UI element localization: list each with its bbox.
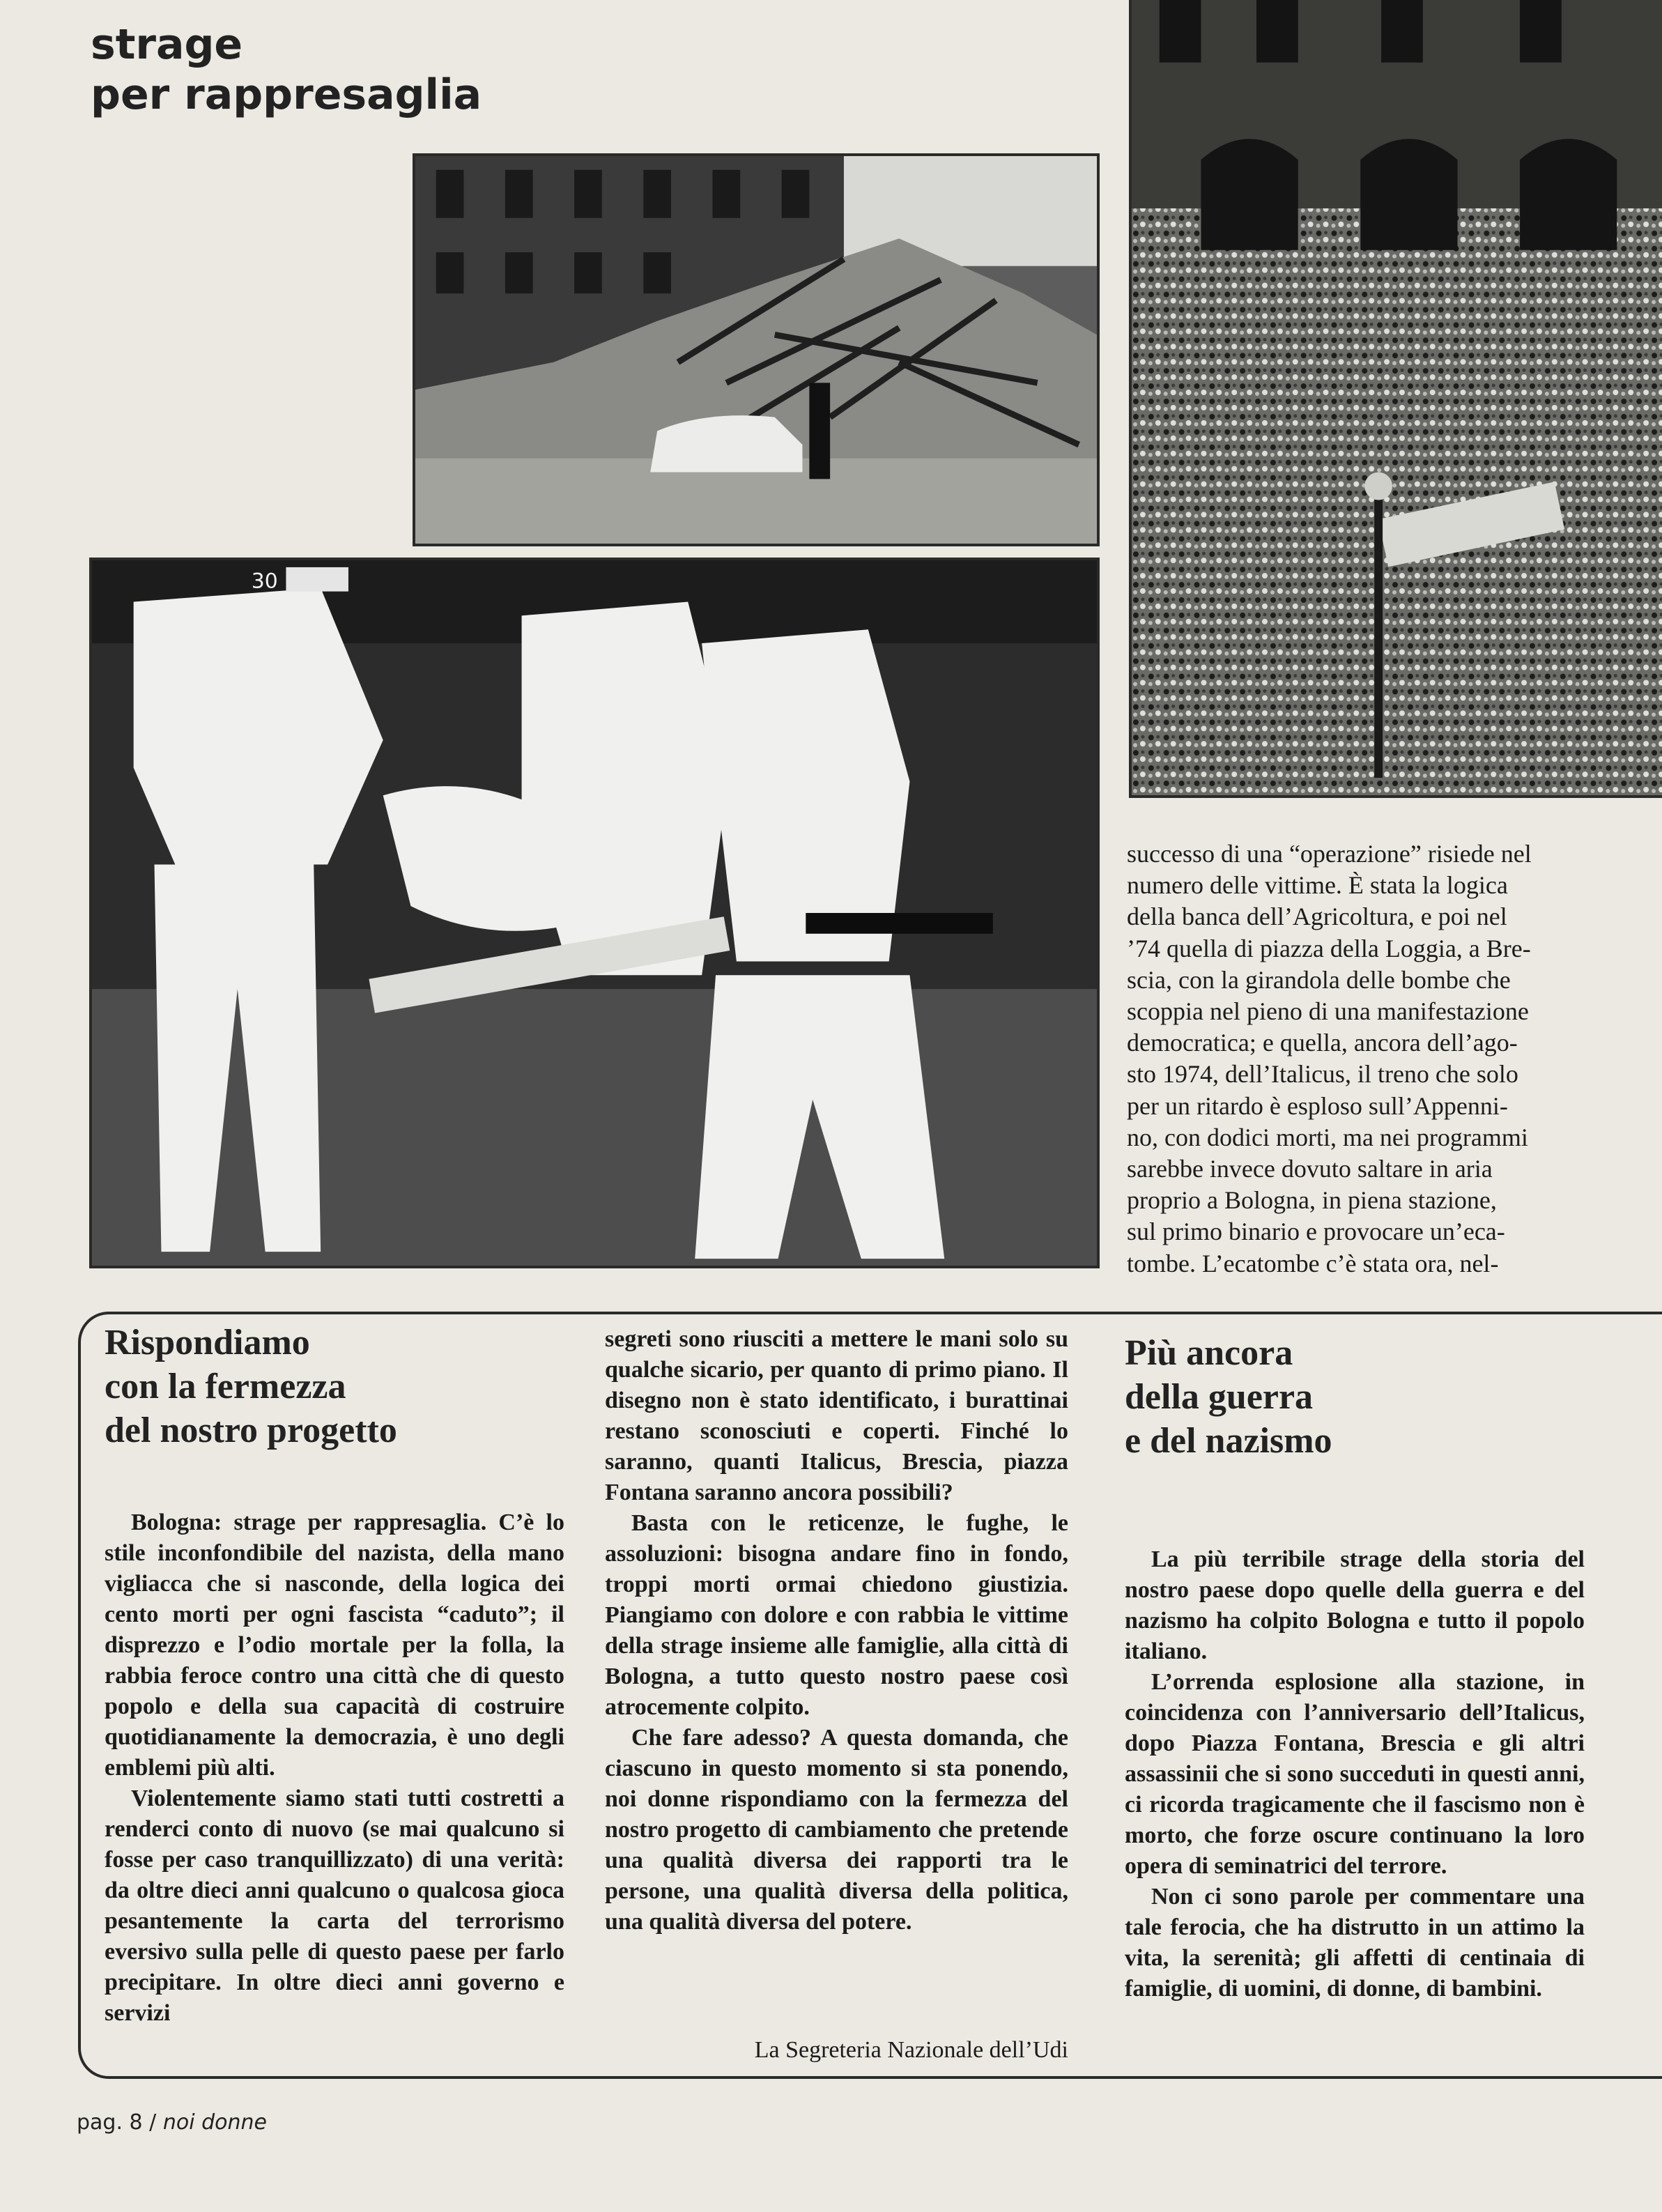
udi-title-line: con la fermezza bbox=[105, 1367, 346, 1406]
udi-signature: La Segreteria Nazionale dell’Udi bbox=[754, 2037, 1068, 2063]
right-paragraph: Non ci sono parole per commentare una tale ferocia, che ha distrutto in un attimo la vita, la serenità; gli affetti di centinaia di famiglie, di uomini, di donne, di bambini. bbox=[1125, 1884, 1585, 2002]
page-headline bbox=[91, 20, 578, 120]
article-line: proprio a Bologna, in piena stazione, bbox=[1127, 1186, 1497, 1215]
rubble-photo bbox=[413, 153, 1100, 546]
article-line: scoppia nel pieno di una manifestazione bbox=[1127, 997, 1529, 1026]
udi-paragraph: Bologna: strage per rappresaglia. C’è lo stile inconfondibile del nazista, della mano vigliacca che si nasconde, della logica dei cento morti per ogni fascista “caduto”; il disprezzo e l’odio mortale per la folla, la rabbia feroce contro una città che di questo popolo e della sua capacità di costruire quotidianamente la democrazia, è uno degli emblemi più alti. bbox=[105, 1510, 564, 1781]
right-title-line: Più ancora bbox=[1125, 1333, 1293, 1373]
udi-column-1 bbox=[105, 1507, 564, 2029]
right-paragraph: L’orrenda esplosione alla stazione, in coincidenza con l’anniversario dell’Italicus, dopo Piazza Fontana, Brescia e gli altri assassinii che si sono succeduti in questi anni, ci ricorda tragicamente che il fascismo non è morto, che forze oscure continuano la loro opera di seminatrici del terrore. bbox=[1125, 1669, 1585, 1879]
page-footer bbox=[77, 2110, 267, 2135]
crowd-photo bbox=[1129, 0, 1662, 798]
magazine-name: noi donne bbox=[162, 2110, 267, 2135]
headline-line-2: per rappresaglia bbox=[91, 70, 482, 119]
right-paragraph: La più terribile strage della storia del nostro paese dopo quelle della guerra e del nazismo ha colpito Bologna e tutto il popolo italiano. bbox=[1125, 1546, 1585, 1664]
udi-paragraph: Che fare adesso? A questa domanda, che ciascuno in questo momento si sta ponendo, noi donne rispondiamo con la fermezza del nostro progetto di cambiamento che pretende una qualità diversa dei rapporti tra le persone, una qualità diversa della politica, una qualità diversa del potere. bbox=[605, 1725, 1068, 1935]
udi-paragraph: segreti sono riusciti a mettere le mani solo su qualche sicario, per quanto di primo piano. Il disegno non è stato identificato, i burattinai restano sconosciuti e coperti. Finché lo saranno, quanti Italicus, Brescia, piazza Fontana saranno ancora possibili? bbox=[605, 1326, 1068, 1505]
stretcher-photo bbox=[89, 558, 1100, 1268]
article-line: per un ritardo è esploso sull’Appenni- bbox=[1127, 1091, 1508, 1120]
article-line: successo di una “operazione” risiede nel bbox=[1127, 840, 1532, 868]
right-title-line: e del nazismo bbox=[1125, 1421, 1332, 1461]
article-line: scia, con la girandola delle bombe che bbox=[1127, 965, 1511, 994]
udi-column-2 bbox=[605, 1324, 1068, 1937]
article-line: numero delle vittime. È stata la logica bbox=[1127, 871, 1508, 900]
article-line: no, con dodici morti, ma nei programmi bbox=[1127, 1123, 1528, 1151]
right-statement-column bbox=[1125, 1544, 1585, 2004]
article-line: tombe. L’ecatombe c’è stata ora, nel- bbox=[1127, 1249, 1499, 1277]
sign-text: 30 bbox=[251, 569, 278, 594]
headline-line-1: strage bbox=[91, 20, 243, 69]
udi-title-line: del nostro progetto bbox=[105, 1411, 397, 1450]
main-article-column bbox=[1127, 838, 1608, 1280]
page-number: pag. 8 / bbox=[77, 2110, 157, 2135]
right-statement-title bbox=[1125, 1331, 1543, 1463]
right-title-line: della guerra bbox=[1125, 1377, 1314, 1417]
udi-paragraph: Basta con le reticenze, le fughe, le assoluzioni: bisogna andare fino in fondo, troppi morti ormai chiedono giustizia. Piangiamo con dolore e con rabbia le vittime della strage insieme alle famiglie, alla città di Bologna, a tutto questo nostro paese così atrocemente colpito. bbox=[605, 1510, 1068, 1720]
article-line: sarebbe invece dovuto saltare in aria bbox=[1127, 1155, 1493, 1183]
article-line: sto 1974, dell’Italicus, il treno che solo bbox=[1127, 1060, 1518, 1089]
article-line: sul primo binario e provocare un’eca- bbox=[1127, 1218, 1505, 1246]
article-line: della banca dell’Agricoltura, e poi nel bbox=[1127, 903, 1507, 931]
udi-title-line: Rispondiamo bbox=[105, 1323, 310, 1362]
article-line: democratica; e quella, ancora dell’ago- bbox=[1127, 1029, 1518, 1057]
udi-paragraph: Violentemente siamo stati tutti costretti a renderci conto di nuovo (se mai qualcuno si fosse per caso tranquillizzato) di una verità: da oltre dieci anni qualcuno o qualcosa gioca pesantemente la carta del terrorismo eversivo sulla pelle di questo paese per farlo precipitare. In oltre dieci anni governo e servizi bbox=[105, 1785, 564, 2026]
article-line: ’74 quella di piazza della Loggia, a Bre- bbox=[1127, 934, 1531, 962]
udi-statement-title bbox=[105, 1321, 537, 1452]
